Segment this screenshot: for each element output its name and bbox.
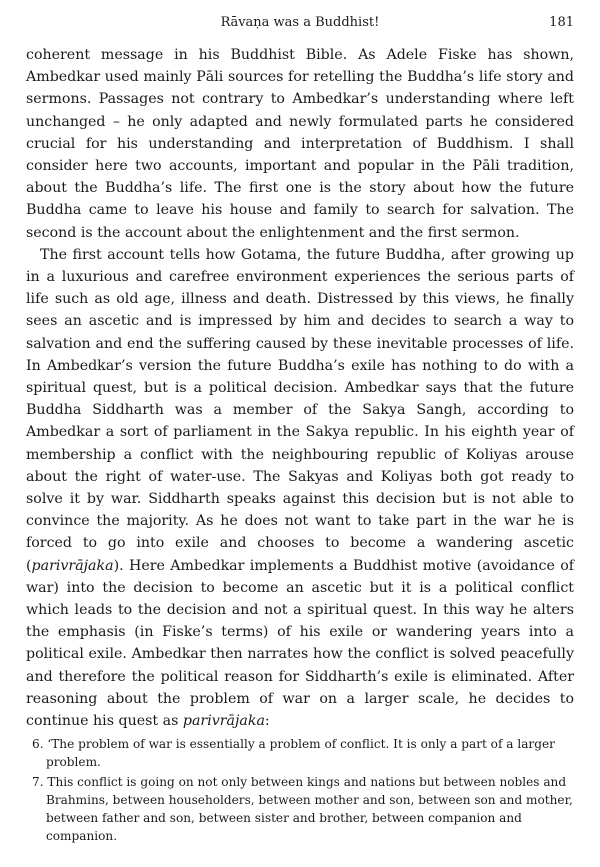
text-run: : [264,713,270,730]
running-title: Rāvaṇa was a Buddhist! [220,15,380,30]
italic-term: parivrājaka [182,713,265,730]
block-quote-list [26,735,574,847]
page-number: 181 [549,15,574,30]
paragraph [26,244,574,732]
quote-verse: 6. ‘The problem of war is essentially a problem of conflict. It is only a part of a larger problem. [32,737,555,769]
text-run: ). Here Ambedkar implements a Buddhist motive (avoidance of war) into the decision to become an ascetic but it is a political conflict which leads to the decision and not a spiritual quest. In this way he alters the emphasis (in Fiske’s terms) of his exile or wandering years into a political exile. Ambedkar then narrates how the conflict is solved peacefully and therefore the political reason for Siddharth’s exile is eliminated. After reasoning about the problem of war on a larger scale, he decides to continue his quest as [26,557,574,730]
running-header [26,12,574,34]
paragraph: coherent message in his Buddhist Bible. As Adele Fiske has shown, Ambedkar used mainly Pāli sources for retelling the Buddha’s life story and sermons. Passages not contrary to Ambedkar’s understanding where left unchanged – he only adapted and newly formulated parts he considered crucial for his understanding and interpretation of Buddhism. I shall consider here two accounts, important and popular in the Pāli tradition, about the Buddha’s life. The first one is the story about how the future Buddha came to leave his house and family to search for salvation. The second is the account about the enlightenment and the first sermon. [26,47,574,241]
italic-term: parivrājaka [31,557,114,574]
body-text [26,44,574,732]
quote-verse: 7. This conflict is going on not only between kings and nations but between nobles and Brahmins, between householders, between mother and son, between son and mother, between father and son, between sister and brother, between companion and companion. [32,775,573,843]
text-run: The first account tells how Gotama, the future Buddha, after growing up in a luxurious and carefree environment experiences the serious parts of life such as old age, illness and death. Distressed by this views, he finally sees an ascetic and is impressed by him and decides to search a way to salvation and end the suffering caused by these inevitable processes of life. In Ambedkar’s version the future Buddha’s exile has nothing to do with a spiritual quest, but is a political decision. Ambedkar says that the future Buddha Siddharth was a member of the Sakya Sangh, according to Ambedkar a sort of parliament in the Sakya republic. In his eighth year of membership a conflict with the neighbouring republic of Koliyas arouse about the right of water-use. The Sakyas and Koliyas both got ready to solve it by war. Siddharth speaks against this decision but is not able to convince the majority. As he does not want to take part in the war he is forced to go into exile and chooses to become a wandering ascetic ( [26,246,574,574]
